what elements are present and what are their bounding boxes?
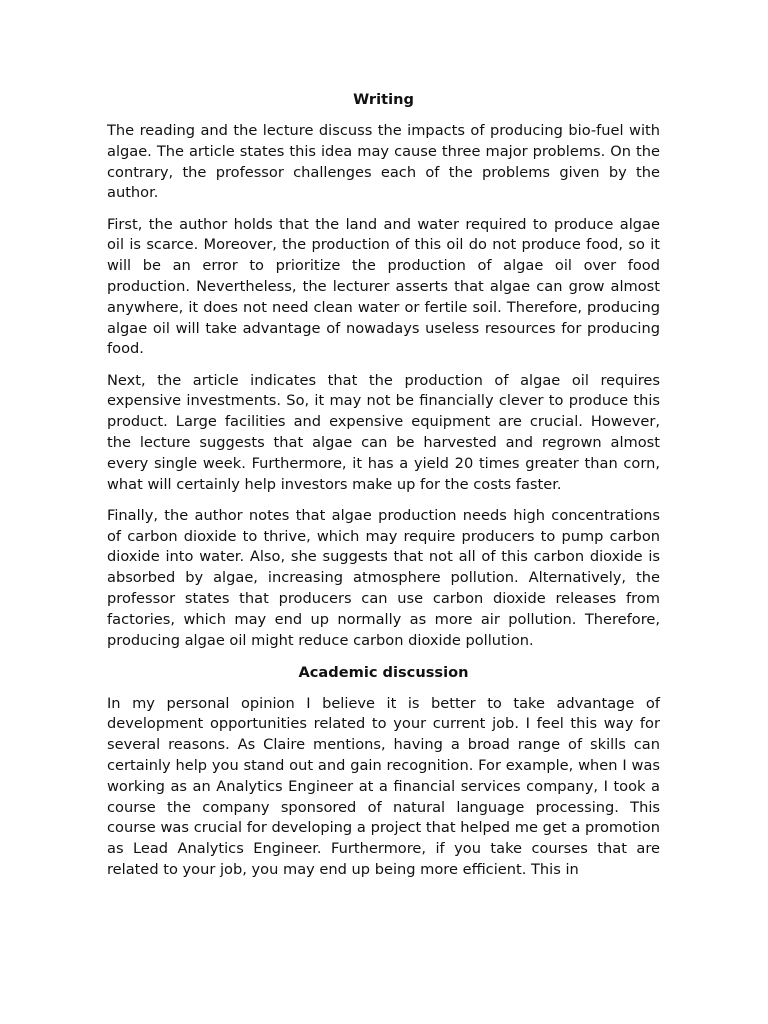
academic-discussion-heading: Academic discussion [298, 663, 469, 681]
writing-paragraph-finally: Finally, the author notes that algae production needs high concentrations of carbon dioxide to thrive, which may require producers to pump carbon dioxide into water. Also, she suggests that not all of this carbon dioxide is absorbed by algae, increasing atmosphere pollution. Alternatively, the professor states that producers can use carbon dioxide releases from factories, which may end up normally as more air pollution. Therefore, producing algae oil might reduce carbon dioxide pollution. [107, 506, 660, 649]
writing-paragraph-intro: The reading and the lecture discuss the impacts of producing bio-fuel with algae. The article states this idea may cause three major problems. On the contrary, the professor challenges each of the problems given by the author. [107, 122, 660, 202]
academic-discussion-paragraph: In my personal opinion I believe it is better to take advantage of development opportunities related to your current job. I feel this way for several reasons. As Claire mentions, having a broad range of skills can certainly help you stand out and gain recognition. For example, when I was working as an Analytics Engineer at a financial services company, I took a course the company sponsored of natural language processing. This course was crucial for developing a project that helped me get a promotion as Lead Analytics Engineer. Furthermore, if you take courses that are related to your job, you may end up being more efficient. This in [107, 694, 660, 879]
writing-paragraph-next: Next, the article indicates that the production of algae oil requires expensive investments. So, it may not be financially clever to produce this product. Large facilities and expensive equipment are crucial. However, the lecture suggests that algae can be harvested and regrown almost every single week. Furthermore, it has a yield 20 times greater than corn, what will certainly help investors make up for the costs faster. [107, 371, 660, 493]
writing-heading: Writing [353, 91, 414, 108]
document-page [107, 89, 660, 881]
writing-paragraph-first: First, the author holds that the land and water required to produce algae oil is scarce. Moreover, the production of this oil do not produce food, so it will be an error to prioritize the production of algae oil over food production. Nevertheless, the lecturer asserts that algae can grow almost anywhere, it does not need clean water or fertile soil. Therefore, producing algae oil will take advantage of nowadays useless resources for producing food. [107, 215, 660, 358]
